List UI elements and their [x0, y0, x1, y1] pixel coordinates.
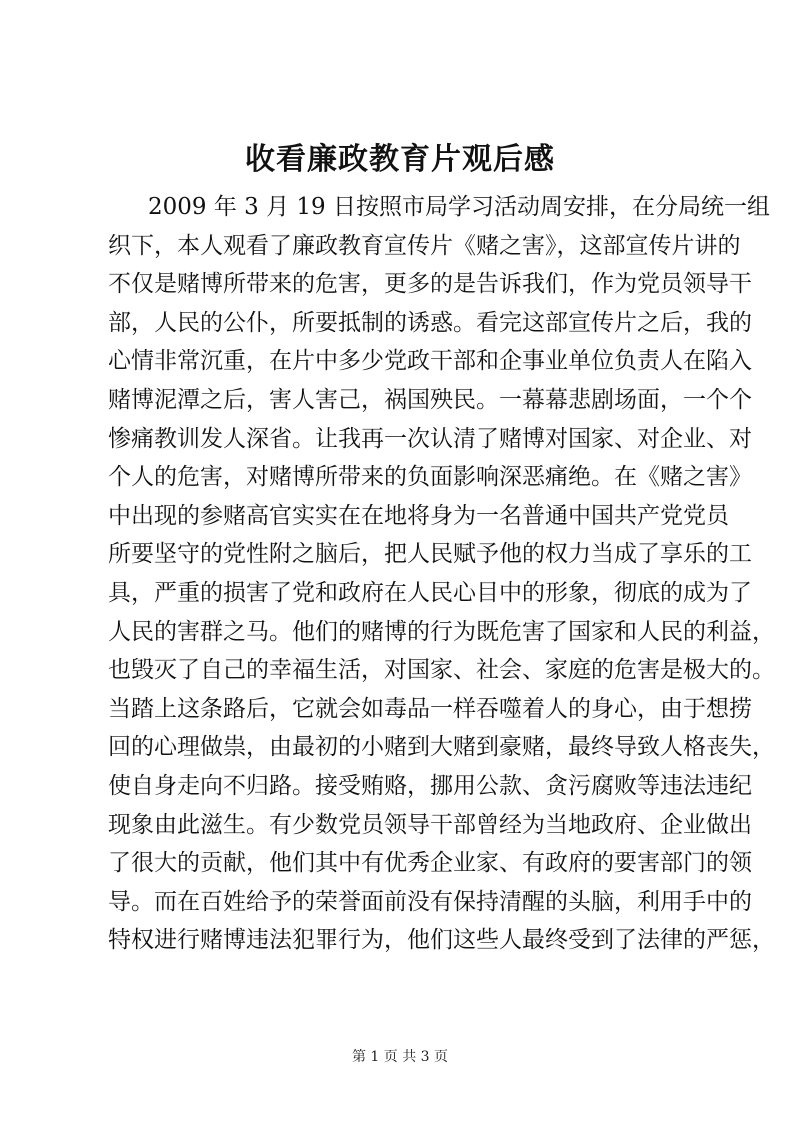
text-line: 人民的害群之马。他们的赌博的行为既危害了国家和人民的利益， — [108, 618, 775, 645]
text-line: 当踏上这条路后，它就会如毒品一样吞噬着人的身心，由于想捞 — [108, 695, 752, 722]
page-footer: 第 1 页 共 3 页 — [351, 1049, 449, 1065]
text-line: 部，人民的公仆，所要抵制的诱惑。看完这部宣传片之后，我的 — [108, 309, 752, 336]
text-line: 不仅是赌博所带来的危害，更多的是告诉我们，作为党员领导干 — [108, 271, 752, 298]
text-line: 赌博泥潭之后，害人害己，祸国殃民。一幕幕悲剧场面，一个个 — [108, 386, 752, 413]
text-line: 所要坚守的党性附之脑后，把人民赋予他的权力当成了享乐的工 — [108, 541, 752, 568]
text-line: 具，严重的损害了党和政府在人民心目中的形象，彻底的成为了 — [108, 579, 752, 606]
text-line: 织下，本人观看了廉政教育宣传片《赌之害》，这部宣传片讲的 — [108, 232, 741, 259]
body-text — [108, 188, 775, 960]
text-line: 了很大的贡献，他们其中有优秀企业家、有政府的要害部门的领 — [108, 850, 752, 877]
text-line: 现象由此滋生。有少数党员领导干部曾经为当地政府、企业做出 — [108, 811, 752, 838]
text-line: 特权进行赌博违法犯罪行为，他们这些人最终受到了法律的严惩， — [108, 927, 775, 954]
text-line: 心情非常沉重，在片中多少党政干部和企事业单位负责人在陷入 — [108, 348, 752, 375]
text-line: 也毁灭了自己的幸福生活，对国家、社会、家庭的危害是极大的。 — [108, 657, 775, 684]
text-line: 使自身走向不归路。接受贿赂，挪用公款、贪污腐败等违法违纪 — [108, 772, 752, 799]
text-line: 惨痛教训发人深省。让我再一次认清了赌博对国家、对企业、对 — [108, 425, 752, 452]
text-line: 回的心理做祟，由最初的小赌到大赌到豪赌，最终导致人格丧失， — [108, 734, 775, 761]
text-line: 中出现的参赌高官实实在在地将身为一名普通中国共产党党员 — [108, 502, 729, 529]
text-line: 个人的危害，对赌博所带来的负面影响深恶痛绝。在《赌之害》 — [108, 464, 752, 491]
page-title: 收看廉政教育片观后感 — [245, 142, 555, 177]
text-line: 2009 年 3 月 19 日按照市局学习活动周安排，在分局统一组 — [148, 194, 770, 220]
text-line: 导。而在百姓给予的荣誉面前没有保持清醒的头脑，利用手中的 — [108, 888, 752, 915]
